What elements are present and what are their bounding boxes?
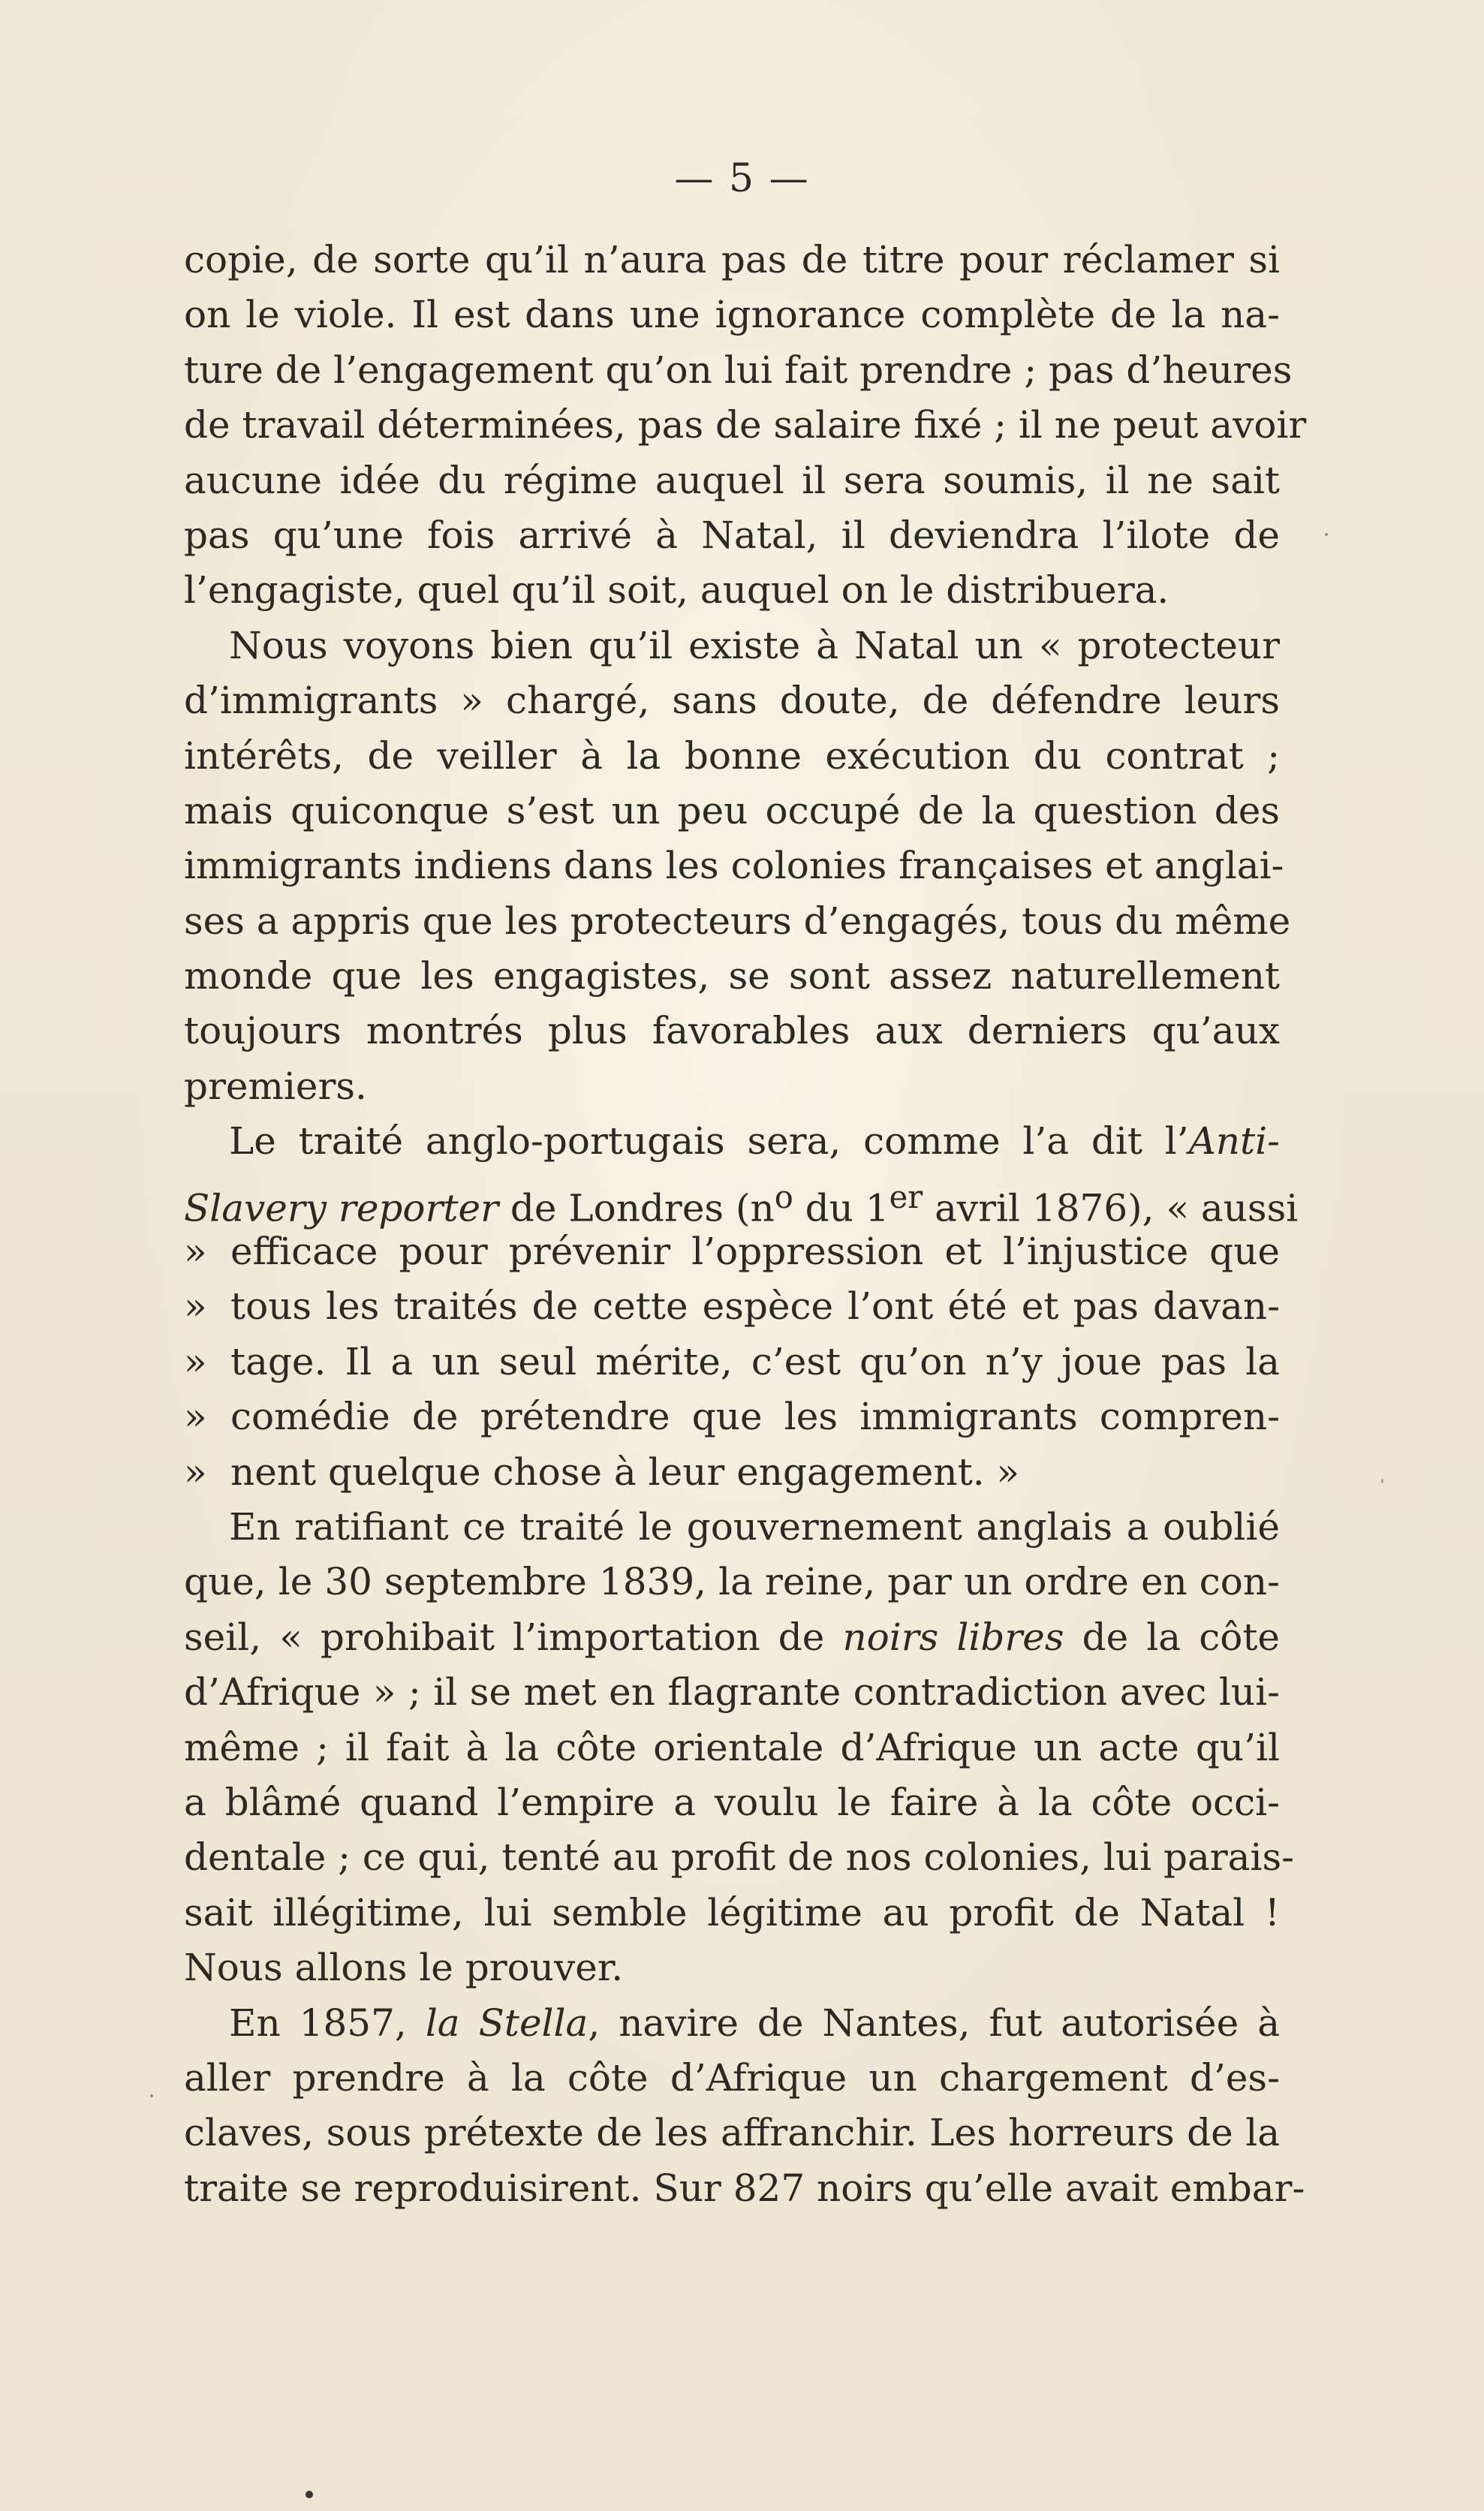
text-line: En ratifiant ce traité le gouvernement anglais a oublié xyxy=(229,1504,1280,1549)
quoted-line: » efficace pour prévenir l’oppression et l’injustice que xyxy=(184,1230,1280,1274)
text-line: seil, « prohibait l’importation de noirs libres de la côte xyxy=(184,1615,1280,1659)
italic-title: Slavery reporter xyxy=(184,1186,499,1230)
text-line: aller prendre à la côte d’Afrique un chargement d’es- xyxy=(184,2055,1280,2100)
paper-speck xyxy=(1381,1479,1383,1483)
quoted-line: » nent quelque chose à leur engagement. » xyxy=(184,1450,1020,1494)
text-line: claves, sous prétexte de les affranchir. Les horreurs de la xyxy=(184,2111,1280,2155)
text-line: ses a appris que les protecteurs d’engagés, tous du même xyxy=(184,899,1291,943)
text-line: ture de l’engagement qu’on lui fait prendre ; pas d’heures xyxy=(184,348,1293,392)
quoted-line: » tous les traités de cette espèce l’ont été et pas davan- xyxy=(184,1284,1280,1329)
text-line: mais quiconque s’est un peu occupé de la question des xyxy=(184,788,1280,832)
text-line: Le traité anglo-portugais sera, comme l’a dit l’Anti- xyxy=(229,1119,1280,1164)
quoted-line: » tage. Il a un seul mérite, c’est qu’on n’y joue pas la xyxy=(184,1339,1280,1383)
text-line: de travail déterminées, pas de salaire fixé ; il ne peut avoir xyxy=(184,403,1307,447)
text-line: traite se reproduisirent. Sur 827 noirs qu’elle avait embar- xyxy=(184,2166,1305,2210)
text-line: que, le 30 septembre 1839, la reine, par un ordre en con- xyxy=(184,1560,1280,1604)
text-line: d’immigrants » chargé, sans doute, de défendre leurs xyxy=(184,679,1280,723)
text-line: Nous allons le prouver. xyxy=(184,1946,624,1990)
text-line: En 1857, la Stella, navire de Nantes, fut autorisée à xyxy=(229,2001,1280,2045)
text-line: on le viole. Il est dans une ignorance complète de la na- xyxy=(184,293,1280,337)
text-line: aucune idée du régime auquel il sera soumis, il ne sait xyxy=(184,458,1280,502)
text-line: dentale ; ce qui, tenté au profit de nos colonies, lui parais- xyxy=(184,1835,1295,1880)
paper-speck xyxy=(150,2094,153,2097)
quoted-line: » comédie de prétendre que les immigrants compren- xyxy=(184,1395,1280,1439)
text-line: copie, de sorte qu’il n’aura pas de titre pour réclamer si xyxy=(184,238,1280,282)
text-line: pas qu’une fois arrivé à Natal, il deviendra l’ilote de xyxy=(184,513,1280,557)
text-line: toujours montrés plus favorables aux derniers qu’aux xyxy=(184,1009,1280,1053)
paper-speck xyxy=(306,2491,313,2498)
italic-title: Anti- xyxy=(1188,1119,1280,1164)
text-line: même ; il fait à la côte orientale d’Afrique un acte qu’il xyxy=(184,1725,1280,1769)
text-line: premiers. xyxy=(184,1064,367,1108)
text-line: intérêts, de veiller à la bonne exécution du contrat ; xyxy=(184,733,1280,778)
text-line: Slavery reporter de Londres ($n^o$ du 1er avril 1876), « aussi xyxy=(184,1178,1299,1230)
italic-ship-name: la Stella xyxy=(425,2001,588,2045)
page-number: — 5 — xyxy=(674,156,810,201)
text-line: monde que les engagistes, se sont assez naturellement xyxy=(184,954,1280,998)
body-text xyxy=(184,233,1307,2216)
text-line: a blâmé quand l’empire a voulu le faire à la côte occi- xyxy=(184,1780,1280,1824)
text-line: immigrants indiens dans les colonies françaises et anglai- xyxy=(184,844,1284,888)
paper-speck xyxy=(1325,533,1328,536)
text-line: Nous voyons bien qu’il existe à Natal un « protecteur xyxy=(229,623,1280,667)
italic-phrase: noirs libres xyxy=(842,1615,1064,1659)
text-line: l’engagiste, quel qu’il soit, auquel on le distribuera. xyxy=(184,568,1169,613)
body-lines xyxy=(184,233,1307,1114)
text-line: sait illégitime, lui semble légitime au profit de Natal ! xyxy=(184,1890,1280,1934)
text-line: d’Afrique » ; il se met en flagrante contradiction avec lui- xyxy=(184,1670,1280,1715)
